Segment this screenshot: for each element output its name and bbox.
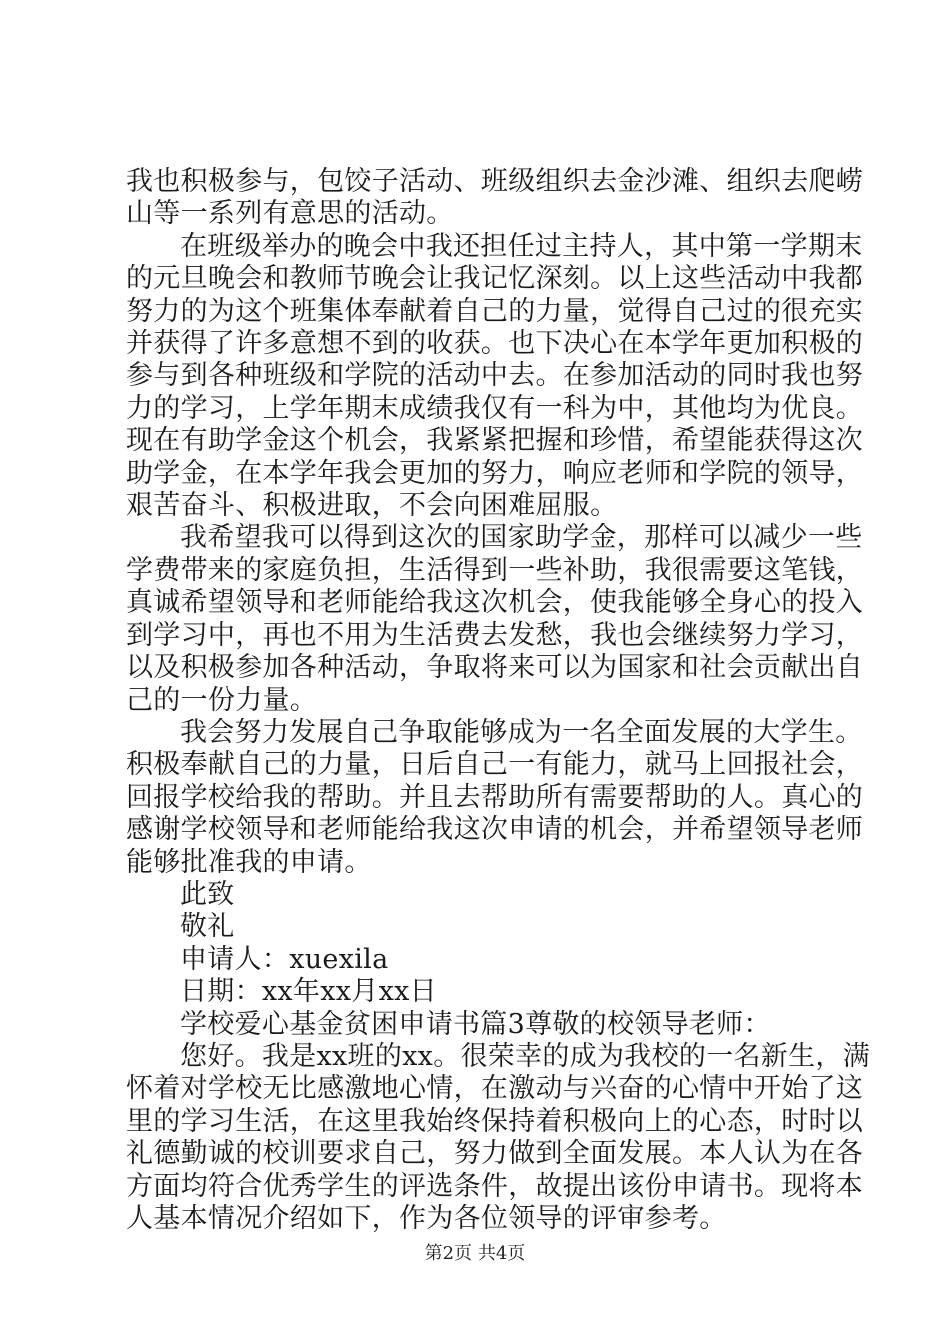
document-body	[126, 166, 871, 1235]
text-line: 我希望我可以得到这次的国家助学金，那样可以减少一些	[180, 522, 863, 554]
text-line: 以及积极参加各种活动，争取将来可以为国家和社会贡献出自	[126, 652, 864, 684]
text-line: 的元旦晚会和教师节晚会让我记忆深刻。以上这些活动中我都	[126, 263, 864, 295]
text-line: 我会努力发展自己争取能够成为一名全面发展的大学生。	[180, 716, 863, 748]
text-line: 在班级举办的晚会中我还担任过主持人，其中第一学期末	[180, 230, 863, 262]
text-line: 能够批准我的申请。	[126, 846, 372, 878]
text-line: 山等一系列有意思的活动。	[126, 198, 454, 230]
text-line: 日期：xx年xx月xx日	[180, 976, 437, 1008]
text-line: 感谢学校领导和老师能给我这次申请的机会，并希望领导老师	[126, 814, 864, 846]
text-line: 现在有助学金这个机会，我紧紧把握和珍惜，希望能获得这次	[126, 425, 864, 457]
text-line: 敬礼	[180, 911, 235, 943]
text-line: 您好。我是xx班的xx。很荣幸的成为我校的一名新生，满	[180, 1040, 871, 1072]
text-line: 里的学习生活，在这里我始终保持着积极向上的心态，时时以	[126, 1105, 864, 1137]
text-line: 礼德勤诚的校训要求自己，努力做到全面发展。本人认为在各	[126, 1138, 864, 1170]
text-line: 参与到各种班级和学院的活动中去。在参加活动的同时我也努	[126, 360, 864, 392]
text-line: 真诚希望领导和老师能给我这次机会，使我能够全身心的投入	[126, 587, 864, 619]
text-line: 人基本情况介绍如下，作为各位领导的评审参考。	[126, 1203, 727, 1234]
page-footer: 第2页 共4页	[424, 1243, 526, 1264]
text-line: 己的一份力量。	[126, 684, 318, 716]
text-line: 并获得了许多意想不到的收获。也下决心在本学年更加积极的	[126, 328, 864, 360]
text-line: 力的学习，上学年期末成绩我仅有一科为中，其他均为优良。	[126, 392, 864, 424]
text-line: 申请人：xuexila	[180, 943, 389, 975]
text-line: 怀着对学校无比感激地心情，在激动与兴奋的心情中开始了这	[126, 1073, 864, 1105]
text-line: 回报学校给我的帮助。并且去帮助所有需要帮助的人。真心的	[126, 781, 864, 813]
text-line: 此致	[180, 878, 235, 910]
text-line: 学校爱心基金贫困申请书篇3尊敬的校领导老师：	[180, 1008, 771, 1040]
text-line: 到学习中，再也不用为生活费去发愁，我也会继续努力学习，	[126, 619, 864, 651]
text-line: 积极奉献自己的力量，日后自己一有能力，就马上回报社会，	[126, 749, 864, 781]
text-line: 努力的为这个班集体奉献着自己的力量，觉得自己过的很充实	[126, 295, 864, 327]
text-line: 助学金，在本学年我会更加的努力，响应老师和学院的领导，	[126, 457, 864, 489]
text-line: 方面均符合优秀学生的评选条件，故提出该份申请书。现将本	[126, 1170, 864, 1202]
text-line: 我也积极参与，包饺子活动、班级组织去金沙滩、组织去爬崂	[126, 166, 864, 197]
text-line: 学费带来的家庭负担，生活得到一些补助，我很需要这笔钱，	[126, 554, 864, 586]
text-line: 艰苦奋斗、积极进取，不会向困难屈服。	[126, 490, 618, 522]
